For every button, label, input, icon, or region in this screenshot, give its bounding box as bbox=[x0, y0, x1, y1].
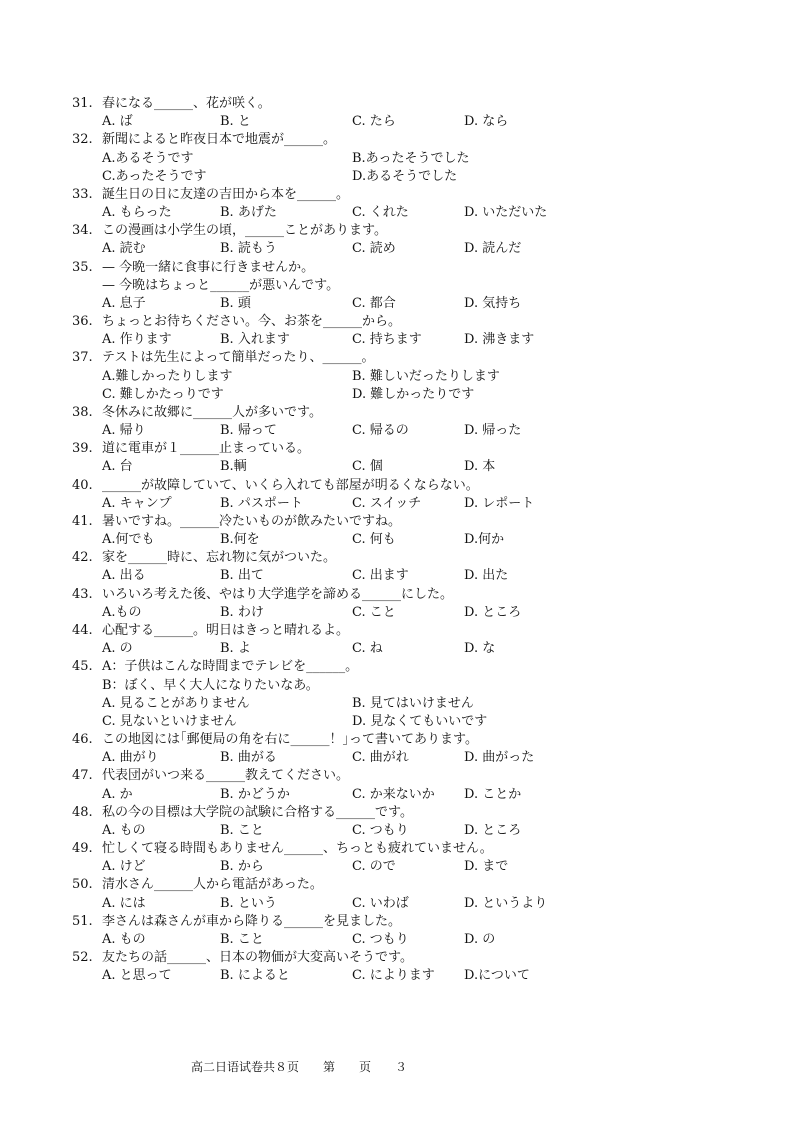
question-36 bbox=[72, 313, 772, 349]
answer-option: B. パスポート bbox=[220, 495, 303, 511]
options-row bbox=[72, 422, 772, 440]
answer-option: D. いただいた bbox=[464, 205, 548, 221]
question-stem-line bbox=[72, 804, 772, 822]
question-stem-line bbox=[72, 313, 772, 331]
question-text: 冬休みに故郷に______人が多いです。 bbox=[102, 404, 322, 420]
options-row bbox=[72, 895, 772, 913]
answer-option: D. 曲がった bbox=[464, 750, 535, 766]
answer-option: C. によります bbox=[352, 968, 435, 984]
question-number: 31. bbox=[72, 96, 93, 111]
page-footer: 高二日语试卷共８页 第 页 ３ bbox=[191, 1060, 408, 1074]
answer-option: C. 見ないといけません bbox=[102, 713, 237, 729]
question-number: 33. bbox=[72, 186, 93, 202]
question-32 bbox=[72, 131, 772, 186]
question-text: この地図には｢郵便局の角を右に______！｣って書いてあります。 bbox=[102, 732, 478, 748]
answer-option: C. 読め bbox=[352, 241, 396, 257]
question-35 bbox=[72, 259, 772, 314]
answer-option: A. には bbox=[102, 895, 146, 911]
question-49 bbox=[72, 840, 772, 876]
question-text: 友たちの話______、日本の物価が大変高いそうです。 bbox=[102, 950, 413, 966]
options-row bbox=[72, 240, 772, 258]
question-text: 心配する______。明日はきっと晴れるよ。 bbox=[102, 622, 350, 638]
question-text: 私の今の目標は大学院の試験に合格する______です。 bbox=[102, 804, 413, 820]
answer-option: A.難しかったりします bbox=[102, 368, 233, 384]
question-text: B：ぼく、早く大人になりたいなあ。 bbox=[102, 677, 319, 693]
answer-option: B. から bbox=[220, 859, 264, 875]
answer-option: D. レポート bbox=[464, 495, 535, 511]
question-stem-line bbox=[72, 477, 772, 495]
question-stem-line bbox=[72, 586, 772, 604]
answer-option: A. もの bbox=[102, 931, 146, 947]
options-row bbox=[72, 695, 772, 713]
question-stem-line bbox=[72, 277, 772, 295]
question-44 bbox=[72, 622, 772, 658]
question-number: 43. bbox=[72, 586, 93, 602]
answer-option: D. 見なくてもいいです bbox=[352, 713, 488, 729]
answer-option: A. 曲がり bbox=[102, 750, 159, 766]
question-38 bbox=[72, 404, 772, 440]
answer-option: B. 見てはいけません bbox=[352, 695, 474, 711]
question-text: 家を______時に、忘れ物に気がついた。 bbox=[102, 550, 337, 566]
options-row bbox=[72, 458, 772, 476]
answer-option: D.について bbox=[464, 968, 530, 984]
question-text: ______が故障していて、いくら入れても部屋が明るくならない。 bbox=[102, 477, 479, 493]
question-text: 李さんは森さんが車から降りる______を見ました。 bbox=[102, 913, 402, 929]
options-row bbox=[72, 567, 772, 585]
answer-option: D. ところ bbox=[464, 604, 522, 620]
answer-option: A. 帰り bbox=[102, 423, 146, 439]
options-row bbox=[72, 858, 772, 876]
options-row bbox=[72, 640, 772, 658]
answer-option: C. たら bbox=[352, 114, 396, 130]
question-number: 34. bbox=[72, 223, 93, 239]
options-row bbox=[72, 204, 772, 222]
answer-option: C. 出ます bbox=[352, 568, 409, 584]
question-stem-line bbox=[72, 131, 772, 149]
question-45 bbox=[72, 658, 772, 731]
answer-option: B.何を bbox=[220, 532, 260, 548]
answer-option: C. 持ちます bbox=[352, 332, 422, 348]
answer-option: B. という bbox=[220, 895, 277, 911]
question-text: 忙しくて寝る時間もありません______、ちっとも疲れていません。 bbox=[102, 841, 493, 857]
question-text: A：子供はこんな時間までテレビを______。 bbox=[102, 659, 359, 675]
answer-option: B. 曲がる bbox=[220, 750, 277, 766]
options-row bbox=[72, 604, 772, 622]
answer-option: B. わけ bbox=[220, 604, 264, 620]
question-stem-line bbox=[72, 440, 772, 458]
question-number: 39. bbox=[72, 441, 93, 457]
answer-option: D. 出た bbox=[464, 568, 509, 584]
answer-option: D. 本 bbox=[464, 459, 496, 475]
question-text: 道に電車が１______止まっている。 bbox=[102, 441, 311, 457]
question-text: 春になる______、花が咲く。 bbox=[102, 96, 271, 111]
answer-option: C. 曲がれ bbox=[352, 750, 409, 766]
answer-option: C. つもり bbox=[352, 822, 409, 838]
question-text: 清水さん______人から電話があった。 bbox=[102, 877, 323, 893]
question-47 bbox=[72, 767, 772, 803]
answer-option: C. か来ないか bbox=[352, 786, 435, 802]
question-number: 51. bbox=[72, 913, 93, 929]
question-number: 38. bbox=[72, 404, 93, 420]
options-row bbox=[72, 931, 772, 949]
options-row bbox=[72, 822, 772, 840]
question-37 bbox=[72, 349, 772, 404]
answer-option: B. こと bbox=[220, 822, 264, 838]
question-stem-line bbox=[72, 95, 772, 113]
question-stem-line bbox=[72, 767, 772, 785]
options-row bbox=[72, 786, 772, 804]
answer-option: C. 何も bbox=[352, 532, 396, 548]
question-number: 41. bbox=[72, 513, 93, 529]
question-text: 暑いですね。______冷たいものが飲みたいですね。 bbox=[102, 513, 402, 529]
answer-option: A. けど bbox=[102, 859, 146, 875]
question-42 bbox=[72, 549, 772, 585]
question-number: 44. bbox=[72, 622, 93, 638]
answer-option: B. 入れます bbox=[220, 332, 290, 348]
question-text: — 今晩はちょっと______が悪いんです。 bbox=[102, 277, 340, 293]
question-51 bbox=[72, 913, 772, 949]
answer-option: D.何か bbox=[464, 532, 505, 548]
question-text: 代表団がいつ来る______教えてください。 bbox=[102, 768, 350, 784]
question-stem-line bbox=[72, 677, 772, 695]
answer-option: D. まで bbox=[464, 859, 509, 875]
answer-option: C. 帰るの bbox=[352, 423, 409, 439]
question-50 bbox=[72, 876, 772, 912]
answer-option: A. 出る bbox=[102, 568, 146, 584]
answer-option: B. と bbox=[220, 114, 251, 130]
question-number: 40. bbox=[72, 477, 93, 493]
answer-option: A. キャンプ bbox=[102, 495, 172, 511]
options-row bbox=[72, 713, 772, 731]
options-row bbox=[72, 749, 772, 767]
answer-option: A. 読む bbox=[102, 241, 146, 257]
answer-option: A. 息子 bbox=[102, 295, 146, 311]
answer-option: A. の bbox=[102, 641, 133, 657]
answer-option: D. な bbox=[464, 641, 496, 657]
question-number: 32. bbox=[72, 132, 93, 148]
answer-option: B. かどうか bbox=[220, 786, 290, 802]
question-stem-line bbox=[72, 349, 772, 367]
options-row bbox=[72, 331, 772, 349]
question-number: 50. bbox=[72, 877, 93, 893]
answer-option: D. というより bbox=[464, 895, 548, 911]
question-number: 47. bbox=[72, 768, 93, 784]
answer-option: A. 作ります bbox=[102, 332, 172, 348]
answer-option: B. こと bbox=[220, 931, 264, 947]
question-text: いろいろ考えた後、やはり大学進学を諦める______にした。 bbox=[102, 586, 454, 602]
question-48 bbox=[72, 804, 772, 840]
options-row bbox=[72, 386, 772, 404]
answer-option: C. つもり bbox=[352, 931, 409, 947]
options-row bbox=[72, 113, 772, 131]
options-row bbox=[72, 168, 772, 186]
question-stem-line bbox=[72, 404, 772, 422]
question-text: 新聞によると昨夜日本で地震が______。 bbox=[102, 132, 337, 148]
answer-option: B. 頭 bbox=[220, 295, 251, 311]
question-stem-line bbox=[72, 658, 772, 676]
answer-option: D. ことか bbox=[464, 786, 522, 802]
options-row bbox=[72, 531, 772, 549]
question-52 bbox=[72, 949, 772, 985]
answer-option: C. ね bbox=[352, 641, 383, 657]
answer-option: B.あったそうでした bbox=[352, 150, 470, 166]
options-row bbox=[72, 295, 772, 313]
answer-option: A. か bbox=[102, 786, 133, 802]
question-text: 誕生日の日に友達の吉田から本を______。 bbox=[102, 186, 350, 202]
question-sheet bbox=[72, 95, 772, 985]
answer-option: C. 都合 bbox=[352, 295, 396, 311]
answer-option: C. こと bbox=[352, 604, 396, 620]
question-text: テストは先生によって簡単だったり、______。 bbox=[102, 350, 375, 366]
question-stem-line bbox=[72, 513, 772, 531]
question-33 bbox=[72, 186, 772, 222]
answer-option: C. 難しかたっりです bbox=[102, 386, 224, 402]
answer-option: D. 気持ち bbox=[464, 295, 522, 311]
answer-option: D. 沸きます bbox=[464, 332, 535, 348]
answer-option: B. よ bbox=[220, 641, 251, 657]
answer-option: C. くれた bbox=[352, 205, 409, 221]
answer-option: D. 帰った bbox=[464, 423, 522, 439]
question-stem-line bbox=[72, 731, 772, 749]
question-stem-line bbox=[72, 949, 772, 967]
question-number: 52. bbox=[72, 950, 93, 966]
question-number: 37. bbox=[72, 350, 93, 366]
question-number: 46. bbox=[72, 732, 93, 748]
question-stem-line bbox=[72, 186, 772, 204]
question-46 bbox=[72, 731, 772, 767]
answer-option: C. いわば bbox=[352, 895, 409, 911]
answer-option: A. もの bbox=[102, 822, 146, 838]
answer-option: C. 個 bbox=[352, 459, 383, 475]
answer-option: B. 出て bbox=[220, 568, 264, 584]
answer-option: A.あるそうです bbox=[102, 150, 194, 166]
question-number: 45. bbox=[72, 659, 93, 675]
options-row bbox=[72, 150, 772, 168]
options-row bbox=[72, 368, 772, 386]
answer-option: A. と思って bbox=[102, 968, 172, 984]
question-stem-line bbox=[72, 840, 772, 858]
answer-option: A.もの bbox=[102, 604, 142, 620]
answer-option: A. もらった bbox=[102, 205, 172, 221]
answer-option: D. の bbox=[464, 931, 496, 947]
question-stem-line bbox=[72, 549, 772, 567]
question-stem-line bbox=[72, 876, 772, 894]
question-34 bbox=[72, 222, 772, 258]
answer-option: B. 難しいだったりします bbox=[352, 368, 500, 384]
options-row bbox=[72, 967, 772, 985]
answer-option: D. ところ bbox=[464, 822, 522, 838]
question-number: 48. bbox=[72, 804, 93, 820]
options-row bbox=[72, 495, 772, 513]
question-text: この漫画は小学生の頃，______ことがあります。 bbox=[102, 223, 387, 239]
answer-option: B.輌 bbox=[220, 459, 247, 475]
question-40 bbox=[72, 477, 772, 513]
question-stem-line bbox=[72, 259, 772, 277]
question-39 bbox=[72, 440, 772, 476]
answer-option: A.何でも bbox=[102, 532, 155, 548]
answer-option: A. ば bbox=[102, 114, 133, 130]
question-31 bbox=[72, 95, 772, 131]
question-number: 36. bbox=[72, 314, 93, 330]
answer-option: C.あったそうです bbox=[102, 168, 207, 184]
answer-option: D. なら bbox=[464, 114, 509, 130]
answer-option: B. 読もう bbox=[220, 241, 277, 257]
question-number: 35. bbox=[72, 259, 93, 275]
answer-option: B. 帰って bbox=[220, 423, 277, 439]
question-stem-line bbox=[72, 622, 772, 640]
question-41 bbox=[72, 513, 772, 549]
answer-option: A. 見ることがありません bbox=[102, 695, 250, 711]
question-number: 49. bbox=[72, 841, 93, 857]
answer-option: B. あげた bbox=[220, 205, 277, 221]
question-number: 42. bbox=[72, 550, 93, 566]
answer-option: D. 難しかったりです bbox=[352, 386, 475, 402]
answer-option: C. ので bbox=[352, 859, 396, 875]
question-text: ちょっとお待ちください。今、お茶を______から。 bbox=[102, 314, 402, 330]
question-text: — 今晩一緒に食事に行きませんか。 bbox=[102, 259, 315, 275]
answer-option: B. によると bbox=[220, 968, 290, 984]
question-stem-line bbox=[72, 222, 772, 240]
answer-option: C. スイッチ bbox=[352, 495, 422, 511]
question-43 bbox=[72, 586, 772, 622]
question-stem-line bbox=[72, 913, 772, 931]
answer-option: A. 台 bbox=[102, 459, 133, 475]
answer-option: D.あるそうでした bbox=[352, 168, 458, 184]
answer-option: D. 読んだ bbox=[464, 241, 522, 257]
